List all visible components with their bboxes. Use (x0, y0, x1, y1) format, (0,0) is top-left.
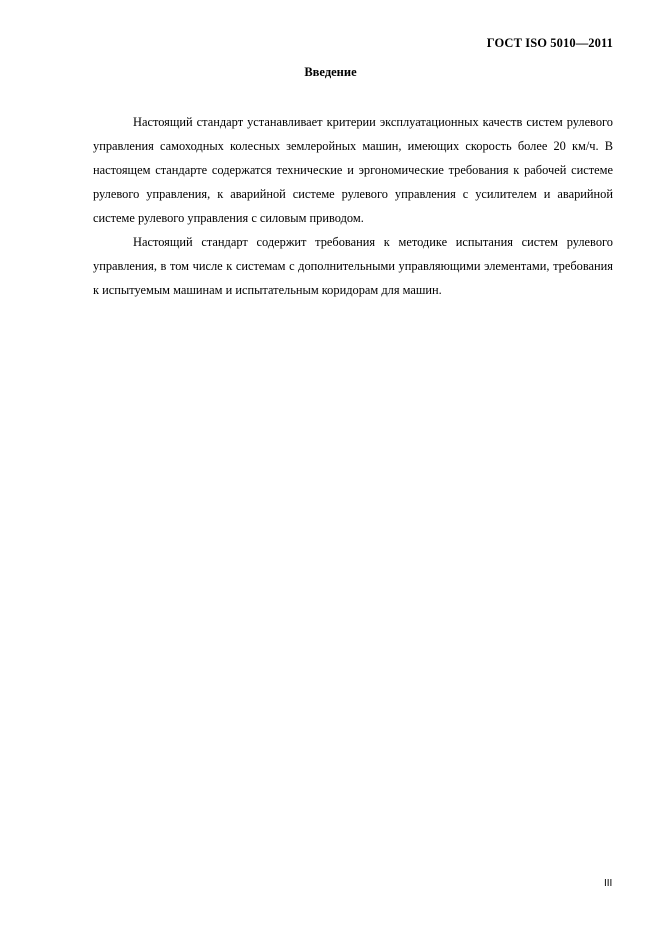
paragraph-1: Настоящий стандарт устанавливает критерии эксплуатационных качеств систем рулевого управления самоходных колесных землеройных машин, имеющих скорость более 20 км/ч. В настоящем стандарте содержатся технические и эргономические требования к рабочей системе рулевого управления, к аварийной системе рулевого управления с усилителем и аварийной системе рулевого управления с силовым приводом. (93, 115, 613, 225)
paragraph-2: Настоящий стандарт содержит требования к методике испытания систем рулевого управления, в том числе к системам с дополнительными управляющими элементами, требования к испытуемым машинам и испытательным коридорам для машин. (93, 235, 613, 297)
introduction-body (93, 110, 613, 302)
standard-code-header: ГОСТ ISO 5010—2011 (486, 36, 613, 50)
section-title: Введение (304, 65, 357, 79)
page-number: III (604, 878, 613, 889)
